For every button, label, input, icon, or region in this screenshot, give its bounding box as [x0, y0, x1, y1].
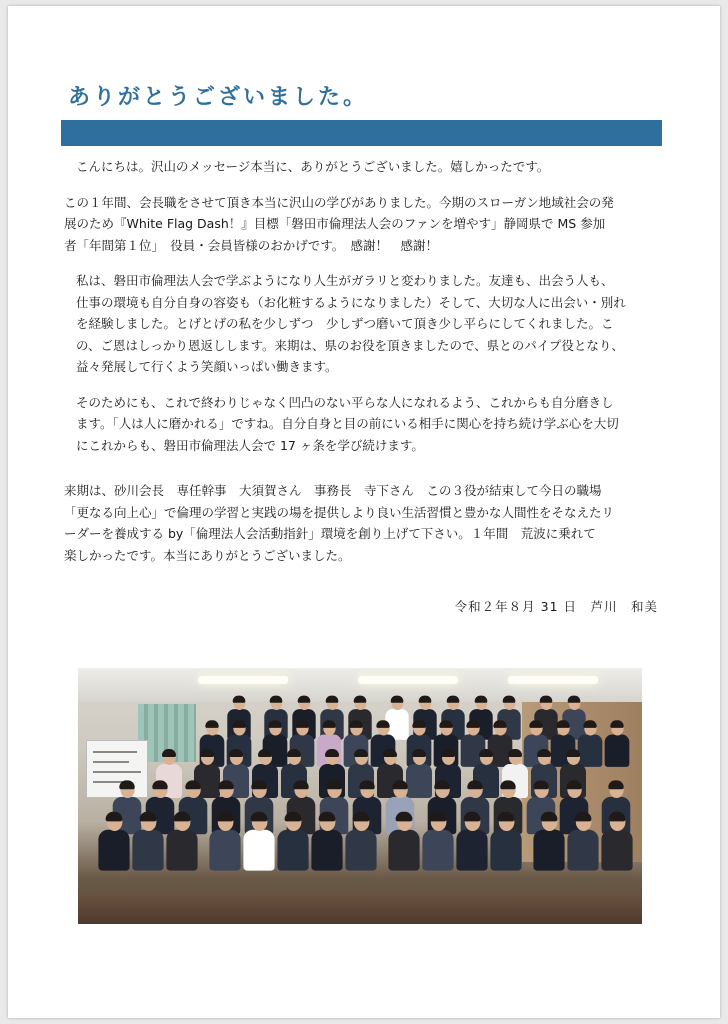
- paragraph-line: 益々発展して行くよう笑顔いっぱい働きます。: [76, 359, 338, 374]
- person-figure: [386, 813, 422, 873]
- closing-line: 楽しかったです。本当にありがとうございました。: [64, 547, 351, 563]
- paragraph-4: [64, 392, 664, 457]
- person-figure: [96, 813, 132, 873]
- paragraph-3: [64, 270, 664, 378]
- person-figure: [241, 813, 277, 873]
- paragraph-2: [64, 192, 664, 257]
- paragraph-line: 展のため『White Flag Dash！』目標「磐田市倫理法人会のファンを増やす」静岡県で MS 参加: [64, 216, 606, 231]
- photo-floor: [78, 894, 642, 924]
- paragraph-line: 仕事の環境も自分自身の容姿も（お化粧するようになりました）そして、大切な人に出会い・別れ: [76, 294, 626, 310]
- person-figure: [207, 813, 243, 873]
- paragraph-line: ます。「人は人に磨かれる」ですね。自分自身と目の前にいる相手に関心を持ち続け学ぶ心を大切: [76, 416, 619, 431]
- ceiling-light: [508, 676, 598, 684]
- closing-paragraph: [64, 480, 664, 566]
- ceiling-light: [198, 676, 288, 684]
- paragraph-line: 者「年間第１位」 役員・会員皆様のおかげです。 感謝！ 感謝！: [64, 237, 439, 253]
- person-figure: [420, 813, 456, 873]
- closing-line: ーダーを養成する by「倫理法人会活動指針」環境を創り上げて下さい。１年間 荒波に乗れて: [64, 526, 596, 541]
- document-page: [8, 6, 720, 1018]
- person-figure: [164, 813, 200, 873]
- person-figure: [309, 813, 345, 873]
- title-band: [61, 120, 662, 146]
- paragraph-line: こんにちは。沢山のメッセージ本当に、ありがとうございました。嬉しかったです。: [76, 159, 550, 174]
- closing-line: 「更なる向上心」で倫理の学習と実践の場を提供しより良い生活習慣と豊かな人間性をそなえたリ: [64, 504, 615, 520]
- document-title: ありがとうございました。: [68, 85, 369, 110]
- person-figure: [599, 813, 635, 873]
- paragraph-line: 私は、磐田市倫理法人会で学ぶようになり人生がガラリと変わりました。友達も、出会う人も、: [76, 273, 614, 288]
- person-figure: [275, 813, 311, 873]
- paragraph-line: この１年間、会長職をさせて頂き本当に沢山の学びがありました。今期のスローガン地域社会の発: [64, 194, 614, 210]
- person-figure: [488, 813, 524, 873]
- person-figure: [454, 813, 490, 873]
- person-figure: [531, 813, 567, 873]
- group-photo: [78, 668, 642, 924]
- person-figure: [603, 721, 632, 769]
- ceiling-light: [358, 676, 458, 684]
- paragraph-line: そのためにも、これで終わりじゃなく凹凸のない平らな人になれるよう、これからも自分磨きし: [76, 394, 614, 410]
- paragraph-line: を経験しました。とげとげの私を少しずつ 少しずつ磨いて頂き少し平らにしてくれました。こ: [76, 316, 614, 331]
- paragraph-line: の、ご恩はしっかり恩返しします。来期は、県のお役を頂きましたので、県とのパイプ役となり、: [76, 337, 624, 353]
- person-figure: [130, 813, 166, 873]
- date-signature: 令和２年８月 31 日 芦川 和美: [454, 599, 658, 614]
- paragraph-1: [64, 156, 664, 178]
- message-body: [64, 156, 664, 470]
- paragraph-line: にこれからも、磐田市倫理法人会で 17 ヶ条を学び続けます。: [76, 437, 424, 453]
- closing-line: 来期は、砂川会長 専任幹事 大須賀さん 事務長 寺下さん この３役が結束して今日の職場: [64, 483, 602, 498]
- person-figure: [343, 813, 379, 873]
- person-figure: [565, 813, 601, 873]
